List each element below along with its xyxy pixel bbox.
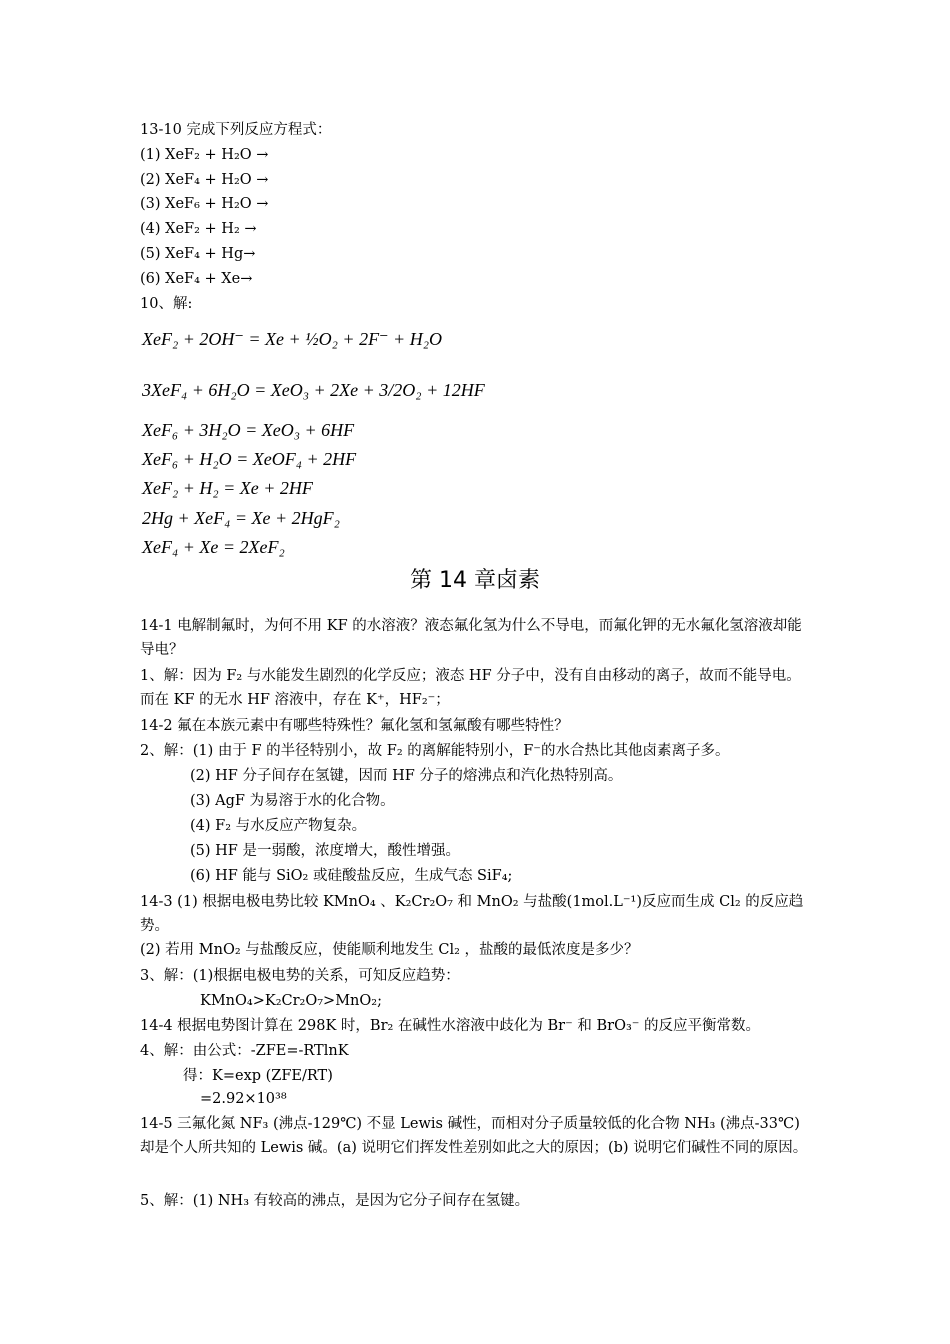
answer-point: (5) HF 是一弱酸，浓度增大，酸性增强。: [190, 843, 460, 859]
equation: 3XeF₄ + 6H₂O = XeO₃ + 2Xe + 3/2O₂ + 12HF: [142, 380, 485, 400]
answer-label: 10、解:: [140, 296, 193, 312]
answer-point: (6) HF 能与 SiO₂ 或硅酸盐反应，生成气态 SiF₄;: [190, 868, 513, 884]
chapter-title: 第 14 章卤素: [410, 568, 540, 593]
answer-text: 1、解：因为 F₂ 与水能发生剧烈的化学反应；液态 HF 分子中，没有自由移动的离子，故而不能导电。而在 KF 的无水 HF 溶液中，存在 K⁺，HF₂⁻；: [140, 668, 801, 708]
equation: XeF₆ + 3H₂O = XeO₃ + 6HF: [142, 420, 355, 440]
answer-text: 3、解：(1)根据电极电势的关系，可知反应趋势：: [140, 968, 460, 984]
answer-text: 4、解：由公式：-ZFE=-RTlnK: [140, 1043, 349, 1059]
answer-text: 2、解：(1) 由于 F 的半径特别小，故 F₂ 的离解能特别小，F⁻的水合热比其他卤素离子多。: [140, 743, 730, 759]
question-text: 14-2 氟在本族元素中有哪些特殊性？氟化氢和氢氟酸有哪些特性？: [140, 718, 569, 734]
reaction-item: (2) XeF₄ + H₂O →: [140, 172, 269, 188]
equation: 2Hg + XeF₄ = Xe + 2HgF₂: [142, 508, 340, 528]
equation: XeF₆ + H₂O = XeOF₄ + 2HF: [142, 449, 357, 469]
answer-text: 得：K=exp (ZFE/RT): [183, 1068, 333, 1084]
question-text: 14-1 电解制氟时，为何不用 KF 的水溶液？液态氟化氢为什么不导电，而氟化钾的无水氟化氢溶液却能导电？: [140, 618, 802, 658]
answer-point: (4) F₂ 与水反应产物复杂。: [190, 818, 367, 834]
equation: XeF₂ + 2OH⁻ = Xe + ½O₂ + 2F⁻ + H₂O: [142, 329, 442, 349]
question-text: 14-4 根据电势图计算在 298K 时，Br₂ 在碱性水溶液中歧化为 Br⁻ 和 BrO₃⁻ 的反应平衡常数。: [140, 1018, 761, 1034]
equation: XeF₂ + H₂ = Xe + 2HF: [142, 478, 313, 498]
answer-point: (2) HF 分子间存在氢键，因而 HF 分子的熔沸点和汽化热特别高。: [190, 768, 623, 784]
question-text: 14-5 三氟化氮 NF₃ (沸点-129℃) 不显 Lewis 碱性，而相对分子质量较低的化合物 NH₃ (沸点-33℃) 却是个人所共知的 Lewis 碱。(a) 说明它们挥发性差别如此之大的原因；(b) 说明它们碱性不同的原因。: [140, 1116, 808, 1156]
reaction-item: (5) XeF₄ + Hg→: [140, 246, 256, 262]
answer-text: =2.92×10³⁸: [200, 1091, 287, 1107]
question-text: 14-3 (1) 根据电极电势比较 KMnO₄ 、K₂Cr₂O₇ 和 MnO₂ 与盐酸(1mol.L⁻¹)反应而生成 Cl₂ 的反应趋势。: [140, 894, 804, 934]
answer-text: 5、解：(1) NH₃ 有较高的沸点，是因为它分子间存在氢键。: [140, 1193, 530, 1209]
answer-text: KMnO₄>K₂Cr₂O₇>MnO₂;: [200, 993, 382, 1009]
problem-title: 13-10 完成下列反应方程式：: [140, 122, 332, 138]
reaction-item: (3) XeF₆ + H₂O →: [140, 196, 269, 212]
reaction-item: (4) XeF₂ + H₂ →: [140, 221, 257, 237]
answer-point: (3) AgF 为易溶于水的化合物。: [190, 793, 395, 809]
equation: XeF₄ + Xe = 2XeF₂: [142, 537, 285, 557]
reaction-item: (6) XeF₄ + Xe→: [140, 271, 253, 287]
reaction-item: (1) XeF₂ + H₂O →: [140, 147, 269, 163]
question-text: (2) 若用 MnO₂ 与盐酸反应，使能顺利地发生 Cl₂ ，盐酸的最低浓度是多少？: [140, 942, 639, 958]
